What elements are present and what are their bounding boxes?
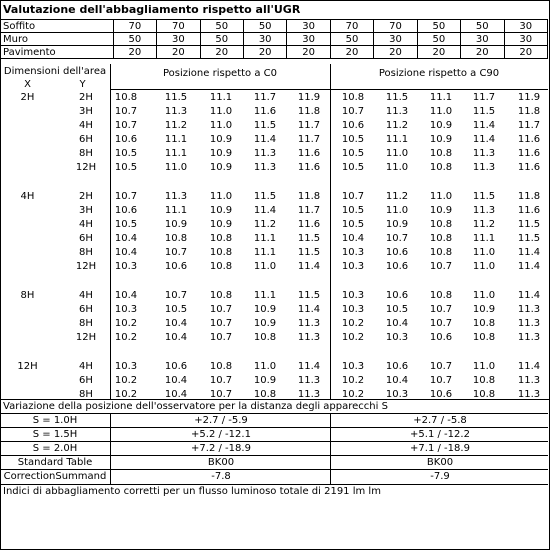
ugr-value: 10.7 <box>209 389 233 400</box>
ugr-value: 10.9 <box>253 375 277 386</box>
ugr-value: 11.4 <box>517 261 541 272</box>
header-value: 50 <box>113 33 156 46</box>
ugr-value: 11.6 <box>517 134 541 145</box>
ugr-value: 10.4 <box>164 389 188 400</box>
ugr-value: 10.9 <box>209 205 233 216</box>
correction-row <box>0 469 548 485</box>
ugr-value: 10.6 <box>385 361 409 372</box>
ugr-value: 11.0 <box>472 361 496 372</box>
ugr-value: 11.1 <box>209 92 233 103</box>
header-value: 20 <box>461 46 504 59</box>
ugr-value: 10.7 <box>114 191 138 202</box>
ugr-value: 11.4 <box>517 247 541 258</box>
ugr-value: 10.8 <box>472 332 496 343</box>
ugr-value: 11.9 <box>297 92 321 103</box>
ugr-value: 11.5 <box>297 290 321 301</box>
area-y-value: 8H <box>79 148 93 159</box>
ugr-value: 10.2 <box>114 375 138 386</box>
c0-heading: Posizione rispetto a C0 <box>163 68 277 79</box>
area-y-value: 8H <box>79 389 93 400</box>
header-value: 50 <box>461 20 504 33</box>
ugr-value: 10.7 <box>429 304 453 315</box>
ugr-value: 10.4 <box>164 375 188 386</box>
ugr-value: 11.7 <box>253 92 277 103</box>
ugr-value: 11.2 <box>164 120 188 131</box>
ugr-value: 10.3 <box>341 304 365 315</box>
area-y-value: 4H <box>79 361 93 372</box>
header-value: 50 <box>200 33 243 46</box>
header-value: 30 <box>504 20 548 33</box>
ugr-value: 10.4 <box>164 332 188 343</box>
ugr-value: 11.2 <box>253 219 277 230</box>
ugr-value: 10.3 <box>341 290 365 301</box>
ugr-value: 10.8 <box>209 261 233 272</box>
header-value: 20 <box>417 46 460 59</box>
header-value: 70 <box>157 20 200 33</box>
ugr-value: 10.8 <box>472 318 496 329</box>
standard-table-row <box>0 455 548 470</box>
ugr-value: 11.5 <box>385 92 409 103</box>
ugr-value: 10.8 <box>164 233 188 244</box>
ugr-value: 10.5 <box>164 304 188 315</box>
header-value: 20 <box>504 46 548 59</box>
header-value: 50 <box>417 20 460 33</box>
area-y-value: 6H <box>79 375 93 386</box>
ugr-value: 11.0 <box>429 191 453 202</box>
area-y-value: 8H <box>79 247 93 258</box>
ugr-value: 11.1 <box>253 233 277 244</box>
ugr-value: 10.9 <box>429 134 453 145</box>
ugr-value: 10.4 <box>164 318 188 329</box>
ugr-value: 10.9 <box>429 120 453 131</box>
ugr-value: 11.0 <box>385 162 409 173</box>
area-y-value: 4H <box>79 290 93 301</box>
header-value: 30 <box>243 33 286 46</box>
ugr-value: 11.0 <box>385 148 409 159</box>
ugr-value: 11.6 <box>297 162 321 173</box>
header-value: 30 <box>157 33 200 46</box>
ugr-value: 10.8 <box>114 92 138 103</box>
ugr-value: 11.1 <box>385 134 409 145</box>
ugr-value: 10.5 <box>341 162 365 173</box>
ugr-value: 10.3 <box>341 361 365 372</box>
area-x-value: 8H <box>20 290 35 301</box>
ugr-value: 11.6 <box>297 219 321 230</box>
variation-row <box>0 441 548 456</box>
ugr-value: 10.9 <box>429 205 453 216</box>
ugr-value: 11.6 <box>297 148 321 159</box>
ugr-value: 10.9 <box>253 318 277 329</box>
area-y-value: 6H <box>79 233 93 244</box>
ugr-value: 10.8 <box>429 148 453 159</box>
ugr-value: 11.3 <box>297 389 321 400</box>
area-y-value: 2H <box>79 191 93 202</box>
ugr-value: 10.7 <box>429 375 453 386</box>
variation-spacing: S = 1.5H <box>32 429 78 440</box>
area-y-value: 4H <box>79 219 93 230</box>
ugr-value: 11.7 <box>297 120 321 131</box>
ugr-value: 10.2 <box>341 375 365 386</box>
ugr-value: 10.5 <box>114 162 138 173</box>
ugr-value: 11.5 <box>164 92 188 103</box>
area-x-value: 12H <box>17 361 38 372</box>
ugr-value: 10.8 <box>429 290 453 301</box>
standard-table-label: Standard Table <box>17 457 93 468</box>
header-value: 20 <box>243 46 286 59</box>
ugr-value: 10.5 <box>341 134 365 145</box>
ugr-value: 10.6 <box>385 247 409 258</box>
ugr-value: 11.3 <box>164 106 188 117</box>
ugr-value: 11.6 <box>253 106 277 117</box>
ugr-value: 10.7 <box>209 318 233 329</box>
ugr-value: 11.3 <box>385 106 409 117</box>
variation-row <box>0 413 548 428</box>
ugr-value: 11.3 <box>297 375 321 386</box>
header-row-ceiling <box>1 20 548 33</box>
ugr-value: 11.1 <box>253 247 277 258</box>
ugr-value: 11.7 <box>297 205 321 216</box>
ugr-value: 10.6 <box>429 389 453 400</box>
variation-spacing: S = 1.0H <box>32 415 78 426</box>
ugr-value: 10.7 <box>341 191 365 202</box>
ugr-value: 10.2 <box>114 389 138 400</box>
variation-c0: +2.7 / -5.9 <box>110 414 331 428</box>
ugr-value: 10.3 <box>341 247 365 258</box>
ugr-value: 11.0 <box>209 120 233 131</box>
ugr-value: 11.4 <box>472 134 496 145</box>
variation-c0: +5.2 / -12.1 <box>110 428 331 442</box>
area-y-value: 6H <box>79 134 93 145</box>
ugr-value: 10.7 <box>164 247 188 258</box>
area-y-value: 4H <box>79 120 93 131</box>
ugr-value: 11.6 <box>517 205 541 216</box>
ugr-value: 10.4 <box>385 375 409 386</box>
ugr-value: 11.5 <box>253 120 277 131</box>
ugr-value: 11.3 <box>517 304 541 315</box>
ugr-value: 10.5 <box>385 304 409 315</box>
ugr-value: 11.1 <box>164 148 188 159</box>
ugr-value: 10.8 <box>253 332 277 343</box>
ugr-value: 11.0 <box>472 290 496 301</box>
standard-table-c90: BK00 <box>330 456 549 470</box>
ugr-value: 11.4 <box>253 205 277 216</box>
ugr-value: 10.7 <box>114 120 138 131</box>
ugr-value: 11.5 <box>517 219 541 230</box>
ugr-value: 11.5 <box>472 191 496 202</box>
ugr-value: 11.1 <box>164 134 188 145</box>
header-row-wall <box>1 33 548 46</box>
ugr-value: 11.5 <box>297 247 321 258</box>
x-label: X <box>24 79 31 90</box>
ugr-value: 10.8 <box>209 233 233 244</box>
area-y-value: 2H <box>79 92 93 103</box>
header-value: 70 <box>330 20 373 33</box>
divider <box>330 64 331 399</box>
ugr-value: 11.1 <box>164 205 188 216</box>
ugr-value: 11.4 <box>472 120 496 131</box>
header-value: 20 <box>374 46 417 59</box>
ugr-value: 10.3 <box>114 361 138 372</box>
ugr-value: 10.8 <box>429 219 453 230</box>
correction-c0: -7.8 <box>110 470 331 484</box>
ugr-value: 11.0 <box>209 106 233 117</box>
ugr-value: 10.2 <box>341 389 365 400</box>
ugr-value: 10.2 <box>114 332 138 343</box>
ugr-value: 10.5 <box>341 205 365 216</box>
area-y-value: 12H <box>75 261 97 272</box>
ugr-value: 10.6 <box>341 120 365 131</box>
header-label: Muro <box>1 33 114 46</box>
ugr-value: 11.8 <box>517 106 541 117</box>
ugr-value: 11.2 <box>472 219 496 230</box>
ugr-value: 10.3 <box>114 304 138 315</box>
ugr-value: 11.1 <box>429 92 453 103</box>
ugr-value: 10.3 <box>114 261 138 272</box>
ugr-value: 11.3 <box>164 191 188 202</box>
ugr-value: 11.5 <box>517 233 541 244</box>
ugr-value: 11.1 <box>472 233 496 244</box>
header-value: 20 <box>287 46 330 59</box>
footer-note: Indici di abbagliamento corretti per un flusso luminoso totale di 2191 lm lm <box>3 486 381 497</box>
ugr-value: 11.5 <box>297 233 321 244</box>
ugr-value: 10.6 <box>385 290 409 301</box>
ugr-value: 10.2 <box>114 318 138 329</box>
ugr-value: 11.3 <box>517 389 541 400</box>
variation-label: Variazione della posizione dell'osservatore per la distanza degli apparecchi S <box>0 399 550 414</box>
ugr-value: 10.3 <box>385 389 409 400</box>
ugr-value: 10.9 <box>164 219 188 230</box>
ugr-value: 11.6 <box>517 148 541 159</box>
correction-label: CorrectionSummand <box>3 471 107 482</box>
ugr-value: 11.8 <box>517 191 541 202</box>
header-value: 30 <box>374 33 417 46</box>
ugr-value: 10.7 <box>209 304 233 315</box>
y-label: Y <box>79 79 86 90</box>
ugr-value: 11.3 <box>517 375 541 386</box>
ugr-value: 10.4 <box>341 233 365 244</box>
ugr-value: 11.2 <box>385 191 409 202</box>
ugr-value: 10.5 <box>341 148 365 159</box>
ugr-value: 10.3 <box>341 261 365 272</box>
area-y-value: 3H <box>79 205 93 216</box>
area-x-value: 4H <box>20 191 35 202</box>
ugr-value: 10.6 <box>114 134 138 145</box>
page-title: Valutazione dell'abbagliamento rispetto all'UGR <box>3 3 301 16</box>
ugr-value: 10.2 <box>341 332 365 343</box>
standard-table-c0: BK00 <box>110 456 331 470</box>
ugr-value: 10.7 <box>341 106 365 117</box>
ugr-value: 10.6 <box>429 332 453 343</box>
ugr-value: 11.4 <box>253 134 277 145</box>
ugr-value: 10.6 <box>164 361 188 372</box>
ugr-value: 11.5 <box>472 106 496 117</box>
ugr-value: 11.0 <box>385 205 409 216</box>
ugr-value: 11.5 <box>253 191 277 202</box>
ugr-value: 10.7 <box>385 233 409 244</box>
ugr-value: 11.3 <box>517 332 541 343</box>
ugr-value: 10.8 <box>209 247 233 258</box>
correction-c90: -7.9 <box>330 470 549 484</box>
header-value: 50 <box>200 20 243 33</box>
header-value: 30 <box>287 20 330 33</box>
ugr-value: 11.8 <box>297 191 321 202</box>
ugr-value: 11.0 <box>472 247 496 258</box>
area-y-value: 8H <box>79 318 93 329</box>
variation-spacing: S = 2.0H <box>32 443 78 454</box>
header-label: Pavimento <box>1 46 114 59</box>
ugr-value: 10.7 <box>164 290 188 301</box>
ugr-value: 10.4 <box>114 247 138 258</box>
header-label: Soffito <box>1 20 114 33</box>
header-value: 20 <box>200 46 243 59</box>
header-value: 50 <box>243 20 286 33</box>
ugr-value: 10.7 <box>209 375 233 386</box>
ugr-value: 10.6 <box>114 205 138 216</box>
ugr-value: 11.3 <box>297 318 321 329</box>
area-y-value: 12H <box>75 162 97 173</box>
ugr-value: 10.9 <box>253 304 277 315</box>
ugr-value: 10.3 <box>385 332 409 343</box>
ugr-value: 11.0 <box>253 361 277 372</box>
ugr-value-grid <box>0 64 548 399</box>
variation-row <box>0 427 548 442</box>
header-value: 20 <box>113 46 156 59</box>
ugr-value: 10.7 <box>429 318 453 329</box>
header-value: 70 <box>113 20 156 33</box>
header-value: 50 <box>417 33 460 46</box>
ugr-value: 11.4 <box>517 361 541 372</box>
variation-c0: +7.2 / -18.9 <box>110 442 331 456</box>
ugr-value: 10.9 <box>209 162 233 173</box>
divider <box>110 89 548 90</box>
ugr-value: 11.8 <box>297 106 321 117</box>
ugr-value: 10.5 <box>114 148 138 159</box>
ugr-value: 10.7 <box>429 261 453 272</box>
ugr-value: 11.7 <box>517 120 541 131</box>
area-y-value: 6H <box>79 304 93 315</box>
c90-heading: Posizione rispetto a C90 <box>378 68 500 79</box>
ugr-value: 10.2 <box>341 318 365 329</box>
ugr-value: 11.4 <box>297 304 321 315</box>
ugr-value: 11.3 <box>472 148 496 159</box>
ugr-value: 10.5 <box>341 219 365 230</box>
header-value: 30 <box>504 33 548 46</box>
ugr-value: 10.9 <box>209 148 233 159</box>
variation-c90: +7.1 / -18.9 <box>330 442 549 456</box>
ugr-value: 11.3 <box>253 162 277 173</box>
ugr-value: 10.4 <box>385 318 409 329</box>
ugr-value: 10.7 <box>429 361 453 372</box>
ugr-value: 10.4 <box>114 233 138 244</box>
header-value: 30 <box>287 33 330 46</box>
ugr-value: 11.2 <box>385 120 409 131</box>
ugr-value: 11.0 <box>253 261 277 272</box>
header-value: 20 <box>330 46 373 59</box>
ugr-value: 10.8 <box>472 375 496 386</box>
ugr-value: 10.8 <box>472 389 496 400</box>
ugr-value: 10.9 <box>385 219 409 230</box>
ugr-value: 10.9 <box>472 304 496 315</box>
ugr-value: 10.8 <box>253 389 277 400</box>
reflectance-header-table <box>0 19 548 59</box>
ugr-value: 10.7 <box>114 106 138 117</box>
ugr-value: 10.5 <box>114 219 138 230</box>
ugr-value: 11.0 <box>472 261 496 272</box>
area-dims-label: Dimensioni dell'area <box>3 66 107 77</box>
ugr-value: 11.3 <box>297 332 321 343</box>
ugr-value: 11.6 <box>517 162 541 173</box>
ugr-value: 11.4 <box>517 290 541 301</box>
area-y-value: 3H <box>79 106 93 117</box>
ugr-value: 10.6 <box>385 261 409 272</box>
ugr-value: 10.8 <box>429 233 453 244</box>
ugr-value: 10.9 <box>209 134 233 145</box>
ugr-value: 10.8 <box>341 92 365 103</box>
area-x-value: 2H <box>20 92 35 103</box>
ugr-value: 11.1 <box>253 290 277 301</box>
ugr-value: 11.0 <box>209 191 233 202</box>
ugr-value: 10.7 <box>209 332 233 343</box>
ugr-value: 10.8 <box>429 162 453 173</box>
header-row-floor <box>1 46 548 59</box>
ugr-value: 11.0 <box>164 162 188 173</box>
ugr-value: 10.8 <box>209 361 233 372</box>
ugr-value: 11.3 <box>472 162 496 173</box>
ugr-value: 10.9 <box>209 219 233 230</box>
header-value: 30 <box>461 33 504 46</box>
ugr-value: 11.3 <box>517 318 541 329</box>
ugr-value: 11.9 <box>517 92 541 103</box>
ugr-value: 10.4 <box>114 290 138 301</box>
ugr-value: 11.0 <box>429 106 453 117</box>
ugr-value: 11.4 <box>297 361 321 372</box>
ugr-value: 11.7 <box>472 92 496 103</box>
ugr-value: 11.3 <box>253 148 277 159</box>
ugr-value: 10.8 <box>429 247 453 258</box>
variation-c90: +5.1 / -12.2 <box>330 428 549 442</box>
area-y-value: 12H <box>75 332 97 343</box>
ugr-value: 11.4 <box>297 261 321 272</box>
ugr-value: 11.3 <box>472 205 496 216</box>
ugr-value: 10.8 <box>209 290 233 301</box>
header-value: 70 <box>374 20 417 33</box>
header-value: 50 <box>330 33 373 46</box>
ugr-value: 11.7 <box>297 134 321 145</box>
variation-c90: +2.7 / -5.8 <box>330 414 549 428</box>
ugr-value: 10.6 <box>164 261 188 272</box>
header-value: 20 <box>157 46 200 59</box>
